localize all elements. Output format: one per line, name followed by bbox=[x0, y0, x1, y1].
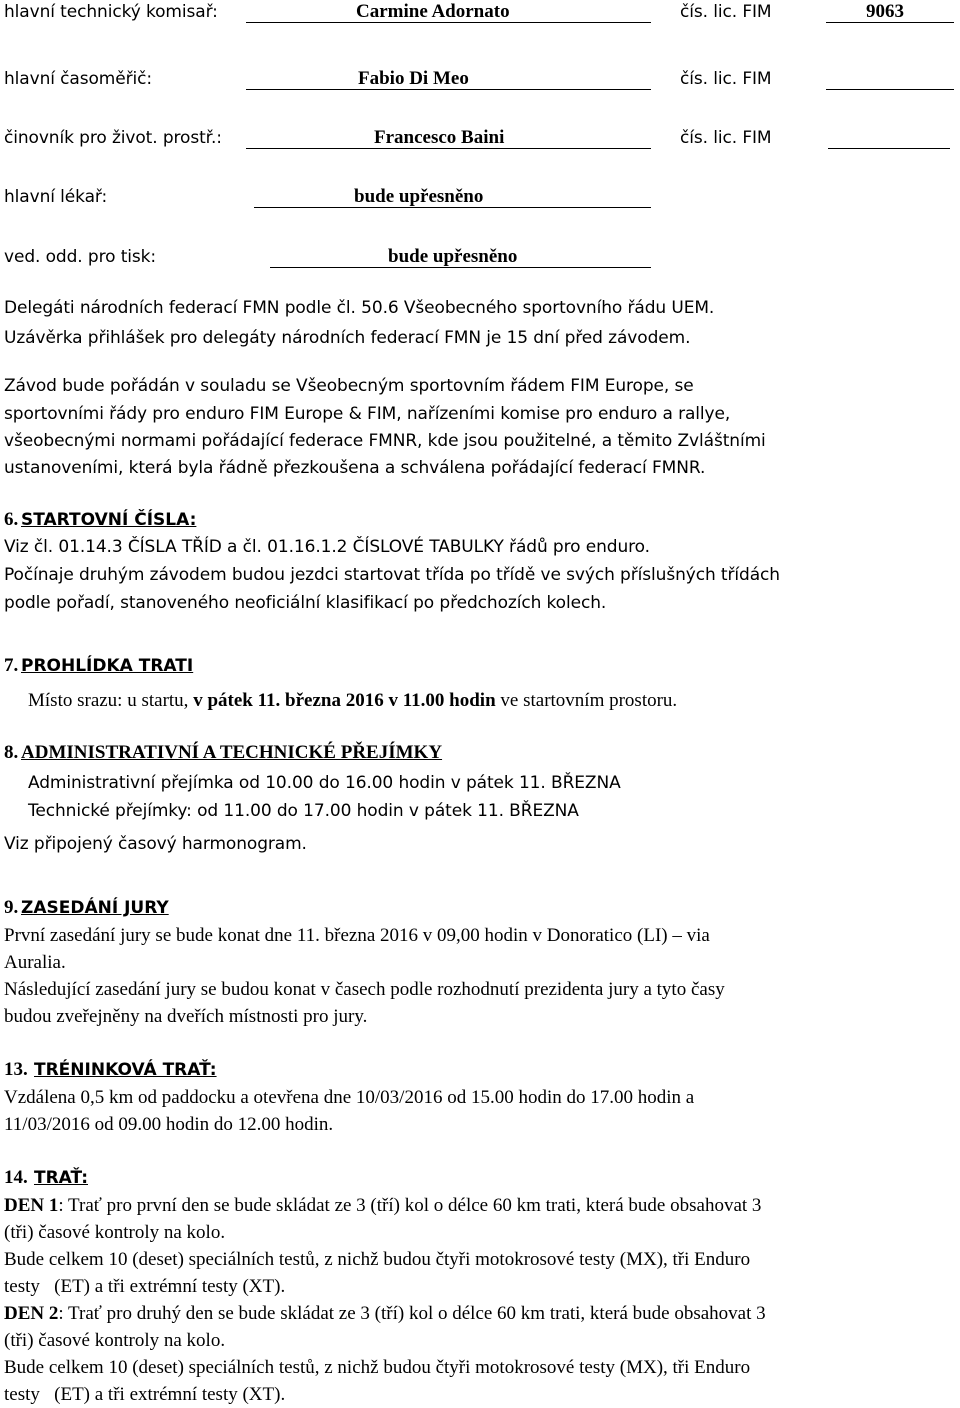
section-9-text: Následující zasedání jury se budou konat v časech podle rozhodnutí prezidenta jury a tyto časy bbox=[4, 979, 725, 1000]
official-role: hlavní technický komisař: bbox=[4, 2, 218, 22]
official-role: ved. odd. pro tisk: bbox=[4, 247, 157, 267]
section-6-text: Počínaje druhým závodem budou jezdci startovat třída po třídě ve svých příslušných třídách bbox=[4, 565, 780, 585]
day-2-text bbox=[4, 1302, 766, 1326]
section-number: 6. bbox=[4, 509, 19, 530]
license-underline bbox=[828, 148, 950, 149]
section-title: STARTOVNÍ ČÍSLA: bbox=[21, 510, 197, 530]
license-label: čís. lic. FIM bbox=[680, 128, 772, 148]
day-1-description: : Trať pro první den se bude skládat ze 3 (tří) kol o délce 60 km trati, která bude obsahovat 3 bbox=[58, 1195, 762, 1216]
day-2-description: : Trať pro druhý den se bude skládat ze 3 (tří) kol o délce 60 km trati, která bude obsahovat 3 bbox=[58, 1303, 766, 1324]
official-name: bude upřesněno bbox=[388, 246, 518, 267]
section-7-text bbox=[28, 689, 677, 713]
section-number: 13. bbox=[4, 1059, 28, 1080]
section-title: ADMINISTRATIVNÍ A TECHNICKÉ PŘEJÍMKY bbox=[21, 742, 443, 763]
section-title: PROHLÍDKA TRATI bbox=[21, 656, 194, 676]
official-role: hlavní lékař: bbox=[4, 187, 108, 207]
section-13-text: 11/03/2016 od 09.00 hodin do 12.00 hodin. bbox=[4, 1114, 334, 1135]
day-2-text: (tři) časové kontroly na kolo. bbox=[4, 1330, 226, 1351]
section-6-text: Viz čl. 01.14.3 ČÍSLA TŘÍD a čl. 01.16.1.2 ČÍSLOVÉ TABULKY řádů pro enduro. bbox=[4, 537, 650, 557]
section-number: 14. bbox=[4, 1167, 28, 1188]
delegates-deadline: Uzávěrka přihlášek pro delegáty národních federací FMN je 15 dní před závodem. bbox=[4, 328, 691, 348]
section-number: 9. bbox=[4, 897, 19, 918]
official-name: Fabio Di Meo bbox=[358, 68, 469, 89]
section-9-heading bbox=[4, 896, 169, 920]
section-8-text: Viz připojený časový harmonogram. bbox=[4, 834, 307, 854]
section-title: TRÉNINKOVÁ TRAŤ: bbox=[34, 1060, 217, 1080]
official-name: Carmine Adornato bbox=[356, 1, 510, 22]
regulations-line: Závod bude pořádán v souladu se Všeobecným sportovním řádem FIM Europe, se bbox=[4, 376, 694, 396]
regulations-line: sportovními řády pro enduro FIM Europe & FIM, nařízeními komise pro enduro a rallye, bbox=[4, 404, 731, 424]
section-8-text: Technické přejímky: od 11.00 do 17.00 hodin v pátek 11. BŘEZNA bbox=[28, 801, 579, 821]
section-title: TRAŤ: bbox=[34, 1168, 88, 1188]
regulations-line: všeobecnými normami pořádající federace FMNR, kde jsou použitelné, a těmito Zvláštními bbox=[4, 431, 766, 451]
license-label: čís. lic. FIM bbox=[680, 2, 772, 22]
day-1-text bbox=[4, 1194, 761, 1218]
section-number: 7. bbox=[4, 655, 19, 676]
section-9-text: První zasedání jury se bude konat dne 11. března 2016 v 09,00 hodin v Donoratico (LI) – via bbox=[4, 925, 710, 946]
official-role: činovník pro život. prostř.: bbox=[4, 128, 222, 148]
section-9-text: budou zveřejněny na dveřích místnosti pro jury. bbox=[4, 1006, 368, 1027]
official-name: bude upřesněno bbox=[354, 186, 484, 207]
delegates-line: Delegáti národních federací FMN podle čl. 50.6 Všeobecného sportovního řádu UEM. bbox=[4, 298, 715, 318]
section-8-text: Administrativní přejímka od 10.00 do 16.00 hodin v pátek 11. BŘEZNA bbox=[28, 773, 621, 793]
section-6-text: podle pořadí, stanoveného neoficiální klasifikací po předchozích kolech. bbox=[4, 593, 607, 613]
license-label: čís. lic. FIM bbox=[680, 69, 772, 89]
day-1-tests: Bude celkem 10 (deset) speciálních testů, z nichž budou čtyři motokrosové testy (MX), tři Enduro bbox=[4, 1249, 751, 1270]
license-number: 9063 bbox=[866, 1, 904, 22]
section-number: 8. bbox=[4, 742, 19, 763]
day-1-text: (tři) časové kontroly na kolo. bbox=[4, 1222, 226, 1243]
day-2-tests: Bude celkem 10 (deset) speciálních testů, z nichž budou čtyři motokrosové testy (MX), tři Enduro bbox=[4, 1357, 751, 1378]
regulations-line: ustanoveními, která byla řádně přezkoušena a schválena pořádající federací FMNR. bbox=[4, 458, 706, 478]
day-1-label: DEN 1 bbox=[4, 1195, 59, 1216]
section-9-text: Auralia. bbox=[4, 952, 66, 973]
meeting-place: Místo srazu: u startu, bbox=[28, 690, 189, 711]
meeting-location: ve startovním prostoru. bbox=[500, 690, 678, 711]
day-2-label: DEN 2 bbox=[4, 1303, 59, 1324]
section-13-heading bbox=[4, 1058, 217, 1082]
day-2-tests: testy (ET) a tři extrémní testy (XT). bbox=[4, 1384, 286, 1405]
section-7-heading bbox=[4, 654, 193, 678]
section-6-heading bbox=[4, 508, 196, 532]
day-1-tests: testy (ET) a tři extrémní testy (XT). bbox=[4, 1276, 286, 1297]
meeting-datetime: v pátek 11. března 2016 v 11.00 hodin bbox=[193, 690, 496, 711]
section-8-heading bbox=[4, 741, 442, 765]
section-13-text: Vzdálena 0,5 km od paddocku a otevřena dne 10/03/2016 od 15.00 hodin do 17.00 hodin a bbox=[4, 1087, 695, 1108]
license-underline bbox=[826, 89, 954, 90]
section-14-heading bbox=[4, 1166, 88, 1190]
official-role: hlavní časoměřič: bbox=[4, 69, 153, 89]
official-name: Francesco Baini bbox=[374, 127, 505, 148]
section-title: ZASEDÁNÍ JURY bbox=[21, 898, 169, 918]
